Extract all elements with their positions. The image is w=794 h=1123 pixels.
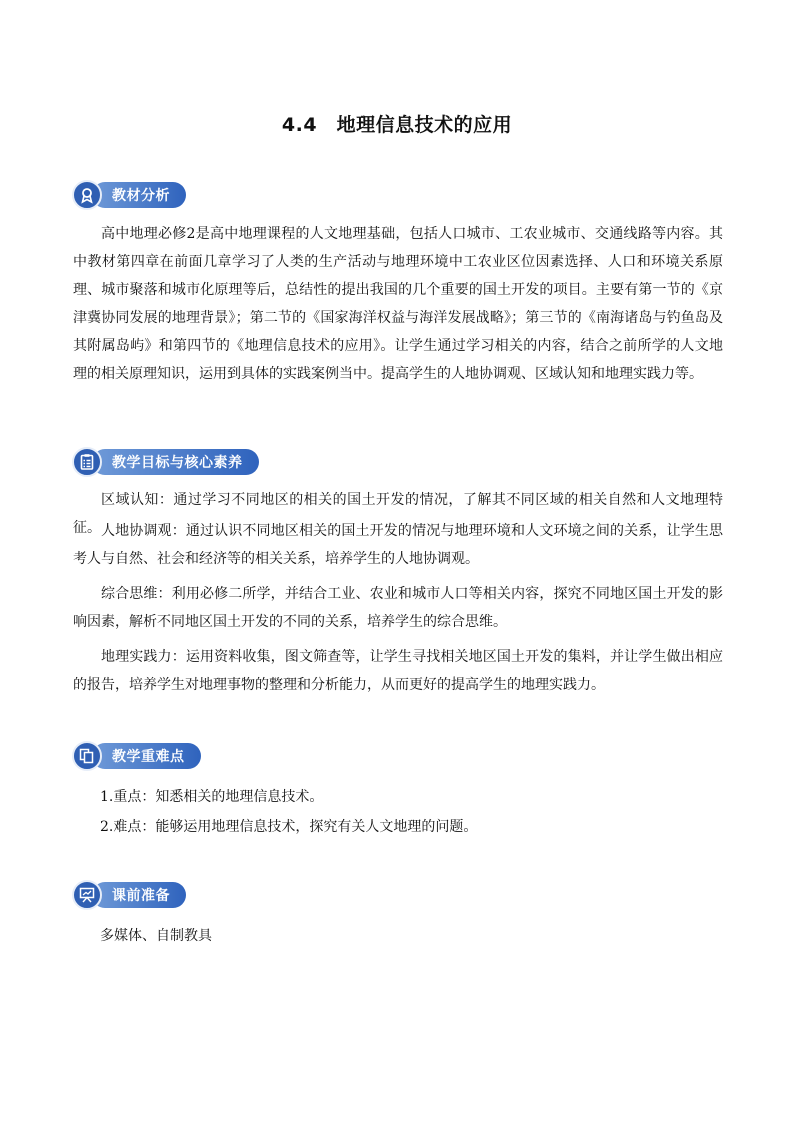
checklist-icon	[72, 447, 102, 477]
award-icon	[72, 180, 102, 210]
section-heading-label: 教学重难点	[92, 743, 201, 769]
section-paragraph: 地理实践力：运用资料收集，图文筛查等，让学生寻找相关地区国土开发的集料，并让学生做出相应的报告，培养学生对地理事物的整理和分析能力，从而更好的提高学生的地理实践力。	[73, 649, 723, 693]
section-paragraph: 2.难点：能够运用地理信息技术，探究有关人文地理的问题。	[100, 819, 478, 835]
section-heading-label: 课前准备	[92, 882, 186, 908]
section-heading-label: 教材分析	[92, 182, 186, 208]
section-paragraph: 高中地理必修2是高中地理课程的人文地理基础，包括人口城市、工农业城市、交通线路等内容。其中教材第四章在前面几章学习了人类的生产活动与地理环境中工农业区位因素选择、人口和环境关系原理、城市聚落和城市化原理等后，总结性的提出我国的几个重要的国土开发的项目。主要有第一节的《京津冀协同发展的地理背景》；第二节的《国家海洋权益与海洋发展战略》；第三节的《南海诸岛与钓鱼岛及其附属岛屿》和第四节的《地理信息技术的应用》。让学生通过学习相关的内容，结合之前所学的人文地理的相关原理知识，运用到具体的实践案例当中。提高学生的人地协调观、区域认知和地理实践力等。	[73, 226, 723, 382]
page-title: 4.4 地理信息技术的应用	[281, 114, 513, 136]
section-paragraph: 1.重点：知悉相关的地理信息技术。	[100, 789, 324, 805]
section-heading-label: 教学目标与核心素养	[92, 449, 259, 475]
presentation-icon	[72, 880, 102, 910]
section-heading-preparation	[72, 880, 186, 910]
section-heading-key-points	[72, 741, 201, 771]
section-paragraph: 区域认知：通过学习不同地区的相关的国土开发的情况，了解其不同区域的相关自然和人文地理特征。	[73, 492, 723, 536]
section-heading-teaching-goals	[72, 447, 259, 477]
documents-icon	[72, 741, 102, 771]
section-heading-textbook-analysis	[72, 180, 186, 210]
section-paragraph: 综合思维：利用必修二所学，并结合工业、农业和城市人口等相关内容，探究不同地区国土开发的影响因素，解析不同地区国土开发的不同的关系，培养学生的综合思维。	[73, 586, 723, 630]
section-paragraph: 人地协调观：通过认识不同地区相关的国土开发的情况与地理环境和人文环境之间的关系，让学生思考人与自然、社会和经济等的相关关系，培养学生的人地协调观。	[73, 523, 723, 567]
section-paragraph: 多媒体、自制教具	[100, 928, 212, 944]
